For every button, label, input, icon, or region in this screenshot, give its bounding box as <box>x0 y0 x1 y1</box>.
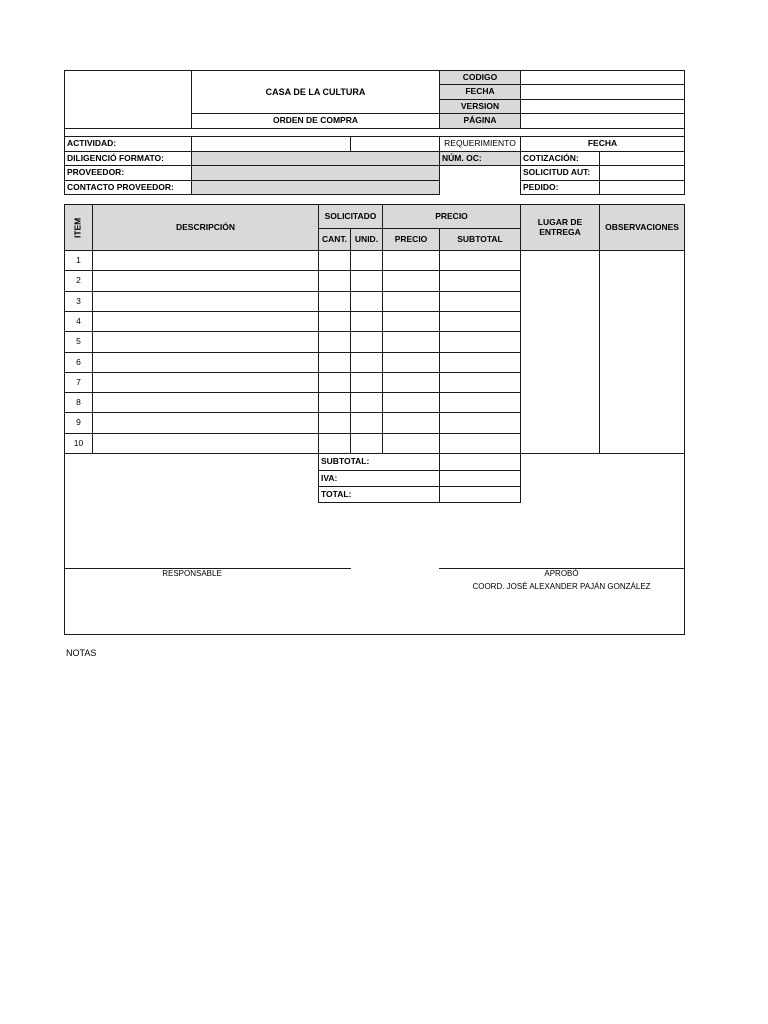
price-cell <box>382 352 440 373</box>
description-cell <box>92 392 319 413</box>
lugar-entrega-field <box>520 250 600 454</box>
item-number-cell: 1 <box>64 250 93 271</box>
subtotal-value <box>439 453 521 471</box>
description-cell <box>92 270 319 292</box>
subtotal-cell <box>439 392 521 413</box>
label-num-oc: NÚM. OC: <box>439 151 521 166</box>
price-cell <box>382 392 440 413</box>
actividad-field <box>191 136 351 152</box>
cotizacion-field <box>599 151 685 166</box>
signature-label-responsable: RESPONSABLE <box>162 569 222 578</box>
subtotal-cell <box>439 433 521 454</box>
label-solicitud-aut: SOLICITUD AUT: <box>520 165 600 181</box>
price-cell <box>382 412 440 434</box>
contacto-proveedor-field <box>191 180 440 195</box>
unit-cell <box>350 392 383 413</box>
label-fecha-requerimiento: FECHA <box>520 136 685 152</box>
subtotal-cell <box>439 331 521 353</box>
label-contacto-proveedor: CONTACTO PROVEEDOR: <box>64 180 192 195</box>
subtotal-cell <box>439 352 521 373</box>
description-cell <box>92 372 319 393</box>
description-cell <box>92 331 319 353</box>
quantity-cell <box>318 311 351 332</box>
item-number-cell: 5 <box>64 331 93 353</box>
item-number-cell: 10 <box>64 433 93 454</box>
label-subtotal: SUBTOTAL: <box>318 453 440 471</box>
price-cell <box>382 331 440 353</box>
meta-label-pagina: PÁGINA <box>439 113 521 129</box>
actividad-field-2 <box>350 136 440 152</box>
description-cell <box>92 291 319 312</box>
quantity-cell <box>318 412 351 434</box>
item-number-cell: 7 <box>64 372 93 393</box>
description-cell <box>92 352 319 373</box>
price-cell <box>382 291 440 312</box>
diligencio-field <box>191 151 440 166</box>
total-value <box>439 486 521 503</box>
item-number-cell: 9 <box>64 412 93 434</box>
quantity-cell <box>318 270 351 292</box>
meta-label-fecha: FECHA <box>439 84 521 100</box>
price-cell <box>382 311 440 332</box>
label-total: TOTAL: <box>318 486 440 503</box>
solicitud-aut-field <box>599 165 685 181</box>
meta-value-pagina <box>520 113 685 129</box>
label-cotizacion: COTIZACIÓN: <box>520 151 600 166</box>
item-number-cell: 4 <box>64 311 93 332</box>
form-title: ORDEN DE COMPRA <box>191 113 440 129</box>
unit-cell <box>350 412 383 434</box>
quantity-cell <box>318 392 351 413</box>
meta-label-codigo: CODIGO <box>439 70 521 85</box>
header-cant: CANT. <box>318 228 351 251</box>
subtotal-cell <box>439 250 521 271</box>
unit-cell <box>350 433 383 454</box>
signature-name-aprobo: COORD. JOSÉ ALEXANDER PAJÁN GONZÁLEZ <box>472 582 651 591</box>
quantity-cell <box>318 372 351 393</box>
logo-blank-cell <box>64 70 192 129</box>
label-pedido: PEDIDO: <box>520 180 600 195</box>
price-cell <box>382 372 440 393</box>
quantity-cell <box>318 433 351 454</box>
pedido-field <box>599 180 685 195</box>
unit-cell <box>350 250 383 271</box>
label-actividad: ACTIVIDAD: <box>64 136 192 152</box>
unit-cell <box>350 270 383 292</box>
meta-label-version: VERSION <box>439 99 521 114</box>
organization-title: CASA DE LA CULTURA <box>191 70 440 114</box>
subtotal-cell <box>439 291 521 312</box>
item-number-cell: 8 <box>64 392 93 413</box>
signature-label-aprobo: APROBÓ <box>544 569 579 578</box>
label-iva: IVA: <box>318 470 440 487</box>
header-observaciones: OBSERVACIONES <box>599 204 685 251</box>
description-cell <box>92 433 319 454</box>
subtotal-cell <box>439 270 521 292</box>
unit-cell <box>350 372 383 393</box>
price-cell <box>382 433 440 454</box>
price-cell <box>382 250 440 271</box>
header-item-label: ITEM <box>72 217 83 238</box>
quantity-cell <box>318 331 351 353</box>
header-descripcion: DESCRIPCIÓN <box>92 204 319 251</box>
unit-cell <box>350 311 383 332</box>
header-precio: PRECIO <box>382 228 440 251</box>
label-diligencio-formato: DILIGENCIÓ FORMATO: <box>64 151 192 166</box>
observaciones-field <box>599 250 685 454</box>
header-lugar-entrega: LUGAR DE ENTREGA <box>520 204 600 251</box>
label-proveedor: PROVEEDOR: <box>64 165 192 181</box>
quantity-cell <box>318 352 351 373</box>
header-item <box>64 204 93 251</box>
item-number-cell: 3 <box>64 291 93 312</box>
label-requerimiento: REQUERIMIENTO <box>439 136 521 152</box>
quantity-cell <box>318 291 351 312</box>
unit-cell <box>350 331 383 353</box>
meta-value-codigo <box>520 70 685 85</box>
header-subtotal: SUBTOTAL <box>439 228 521 251</box>
header-precio-group: PRECIO <box>382 204 521 229</box>
description-cell <box>92 412 319 434</box>
item-number-cell: 6 <box>64 352 93 373</box>
header-unid: UNID. <box>350 228 383 251</box>
proveedor-field <box>191 165 440 181</box>
subtotal-cell <box>439 412 521 434</box>
price-cell <box>382 270 440 292</box>
notes-label: NOTAS <box>66 648 97 658</box>
unit-cell <box>350 291 383 312</box>
description-cell <box>92 250 319 271</box>
item-number-cell: 2 <box>64 270 93 292</box>
subtotal-cell <box>439 311 521 332</box>
subtotal-cell <box>439 372 521 393</box>
header-solicitado: SOLICITADO <box>318 204 383 229</box>
unit-cell <box>350 352 383 373</box>
meta-value-version <box>520 99 685 114</box>
meta-value-fecha <box>520 84 685 100</box>
quantity-cell <box>318 250 351 271</box>
description-cell <box>92 311 319 332</box>
iva-value <box>439 470 521 487</box>
